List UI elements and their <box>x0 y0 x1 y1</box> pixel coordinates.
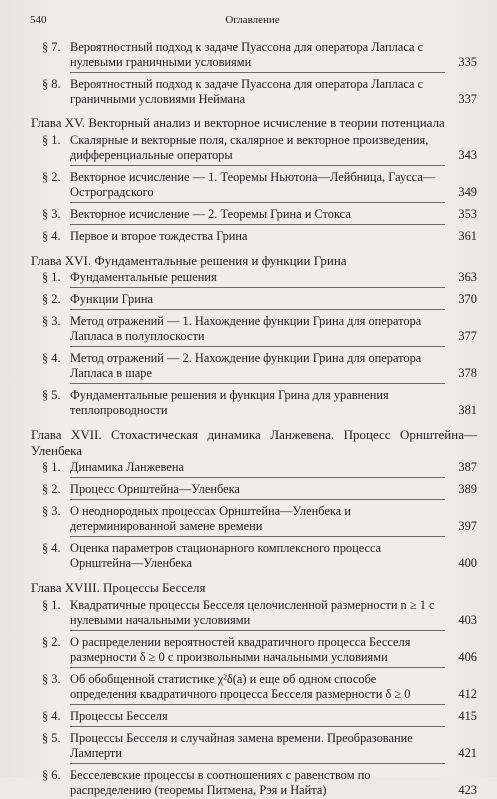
section-title: О неоднородных процессах Орнштейна—Уленбека и детерминированной замене времени <box>70 504 351 533</box>
section-title: Векторное исчисление — 1. Теоремы Ньютона—Лейбница, Гаусса—Остроградского <box>70 169 436 199</box>
toc-entry[interactable] <box>31 709 477 724</box>
section-page-number: 387 <box>458 460 477 474</box>
section-title: Скалярные и векторные поля, скалярное и векторное произведения, дифференциальные операторы <box>70 132 429 162</box>
section-title: Фундаментальные решения <box>70 270 217 284</box>
entry-divider <box>70 763 445 764</box>
section-number: § 7. <box>42 40 61 54</box>
section-page-number: 349 <box>458 184 477 199</box>
section-page-number: 400 <box>458 556 477 570</box>
section-title: Метод отражений — 1. Нахождение функции Грина для оператора Лапласа в полуплоскости <box>70 314 422 343</box>
toc-entry[interactable] <box>31 133 477 163</box>
section-page-number: 423 <box>458 782 477 797</box>
section-title: Динамика Ланжевена <box>70 460 184 474</box>
entry-divider <box>70 667 445 668</box>
toc-entry[interactable] <box>31 635 477 665</box>
entry-divider <box>70 630 445 631</box>
section-number: § 2. <box>42 292 61 306</box>
section-number: § 4. <box>42 351 61 365</box>
section-title: Функции Грина <box>70 292 153 306</box>
chapter-heading: Глава XVIII. Процессы Бесселя <box>31 580 206 595</box>
section-title: Бесселевские процессы в соотношениях с равенством по распределению (теоремы Питмена, Рэя и Найта) <box>70 767 371 797</box>
section-title: Процессы Бесселя <box>70 708 168 723</box>
entry-divider <box>70 704 445 705</box>
section-number: § 3. <box>42 671 61 686</box>
section-page-number: 389 <box>458 482 477 496</box>
section-title: Вероятностный подход к задаче Пуассона для оператора Лапласа с нулевыми граничными условиями <box>70 40 424 69</box>
section-number: § 2. <box>42 482 61 496</box>
entry-divider <box>70 309 445 310</box>
section-number: § 5. <box>42 730 61 745</box>
chapter-heading: Глава XVII. Стохастическая динамика Ланжевена. Процесс Орнштейна—Уленбека <box>31 427 477 458</box>
section-page-number: 397 <box>458 519 477 533</box>
running-title: Оглавление <box>225 14 280 26</box>
entry-divider <box>70 165 445 166</box>
section-title: Процесс Орнштейна—Уленбека <box>70 482 240 496</box>
section-number: § 3. <box>42 206 61 221</box>
toc-entry[interactable] <box>31 541 477 571</box>
section-page-number: 378 <box>458 366 477 380</box>
toc-entry[interactable] <box>31 731 477 761</box>
section-title: Процессы Бесселя и случайная замена времени. Преобразование Ламперти <box>70 730 413 760</box>
section-number: § 1. <box>42 132 61 147</box>
section-number: § 1. <box>42 270 61 284</box>
toc-entry[interactable] <box>31 207 477 222</box>
section-title: Первое и второе тождества Грина <box>70 228 248 243</box>
section-number: § 1. <box>42 597 61 612</box>
section-title: Векторное исчисление — 2. Теоремы Грина и Стокса <box>70 206 351 221</box>
running-header <box>30 14 475 30</box>
section-page-number: 337 <box>458 92 477 106</box>
chapter-heading: Глава XV. Векторный анализ и векторное исчисление в теории потенциала <box>31 115 445 130</box>
section-number: § 4. <box>42 541 61 555</box>
table-of-contents <box>31 40 477 799</box>
section-number: § 2. <box>42 169 61 184</box>
section-number: § 3. <box>42 314 61 328</box>
toc-entry[interactable] <box>31 314 477 344</box>
section-page-number: 381 <box>458 403 477 417</box>
section-page-number: 406 <box>458 649 477 664</box>
page-number: 540 <box>30 14 47 26</box>
section-number: § 6. <box>42 767 61 782</box>
entry-divider <box>70 477 445 478</box>
section-page-number: 403 <box>458 612 477 627</box>
section-page-number: 361 <box>458 228 477 243</box>
section-number: § 1. <box>42 460 61 474</box>
section-page-number: 363 <box>458 270 477 284</box>
section-title: Фундаментальные решения и функция Грина для уравнения теплопроводности <box>70 388 389 417</box>
section-number: § 2. <box>42 634 61 649</box>
section-title: Вероятностный подход к задаче Пуассона для оператора Лапласа с граничными условиями Неймана <box>70 77 424 106</box>
entry-divider <box>70 287 445 288</box>
entry-divider <box>70 536 445 537</box>
toc-entry[interactable] <box>31 292 477 307</box>
toc-entry[interactable] <box>31 504 477 534</box>
section-number: § 4. <box>42 708 61 723</box>
toc-entry[interactable] <box>31 77 477 107</box>
toc-entry[interactable] <box>31 598 477 628</box>
section-number: § 4. <box>42 228 61 243</box>
toc-entry[interactable] <box>31 351 477 381</box>
section-title: Оценка параметров стационарного комплексного процесса Орнштейна—Уленбека <box>70 541 382 570</box>
section-page-number: 335 <box>458 55 477 69</box>
entry-divider <box>70 202 445 203</box>
entry-divider <box>70 726 445 727</box>
toc-entry[interactable] <box>31 482 477 497</box>
section-page-number: 370 <box>458 292 477 306</box>
section-page-number: 412 <box>458 686 477 701</box>
entry-divider <box>70 72 445 73</box>
toc-entry[interactable] <box>31 229 477 244</box>
section-page-number: 343 <box>458 147 477 162</box>
entry-divider <box>70 499 445 500</box>
section-page-number: 353 <box>458 206 477 221</box>
section-title: Квадратичные процессы Бесселя целочисленной размерности n ≥ 1 с нулевыми начальными условиями <box>70 597 435 627</box>
section-number: § 8. <box>42 77 61 91</box>
entry-divider <box>70 346 445 347</box>
section-number: § 5. <box>42 388 61 402</box>
chapter-heading: Глава XVI. Фундаментальные решения и функции Грина <box>31 252 347 268</box>
section-page-number: 421 <box>458 745 477 760</box>
toc-entry[interactable] <box>31 388 477 418</box>
toc-entry[interactable] <box>31 40 477 70</box>
toc-entry[interactable] <box>31 672 477 702</box>
toc-entry[interactable] <box>31 170 477 200</box>
section-number: § 3. <box>42 504 61 518</box>
entry-divider <box>70 383 445 384</box>
section-title: О распределении вероятностей квадратичного процесса Бесселя размерности δ ≥ 0 с произвольными начальными условиями <box>70 634 411 664</box>
section-page-number: 415 <box>458 708 477 723</box>
toc-entry[interactable] <box>31 768 477 798</box>
entry-divider <box>70 224 445 225</box>
section-title: Об обобщенной статистике χ²δ(a) и еще об одном способе определения квадратичного процесса Бесселя размерности δ ≥ 0 <box>70 671 411 701</box>
toc-entry[interactable] <box>31 460 477 475</box>
section-page-number: 377 <box>458 329 477 343</box>
toc-entry[interactable] <box>31 270 477 285</box>
section-title: Метод отражений — 2. Нахождение функции Грина для оператора Лапласа в шаре <box>70 351 422 380</box>
